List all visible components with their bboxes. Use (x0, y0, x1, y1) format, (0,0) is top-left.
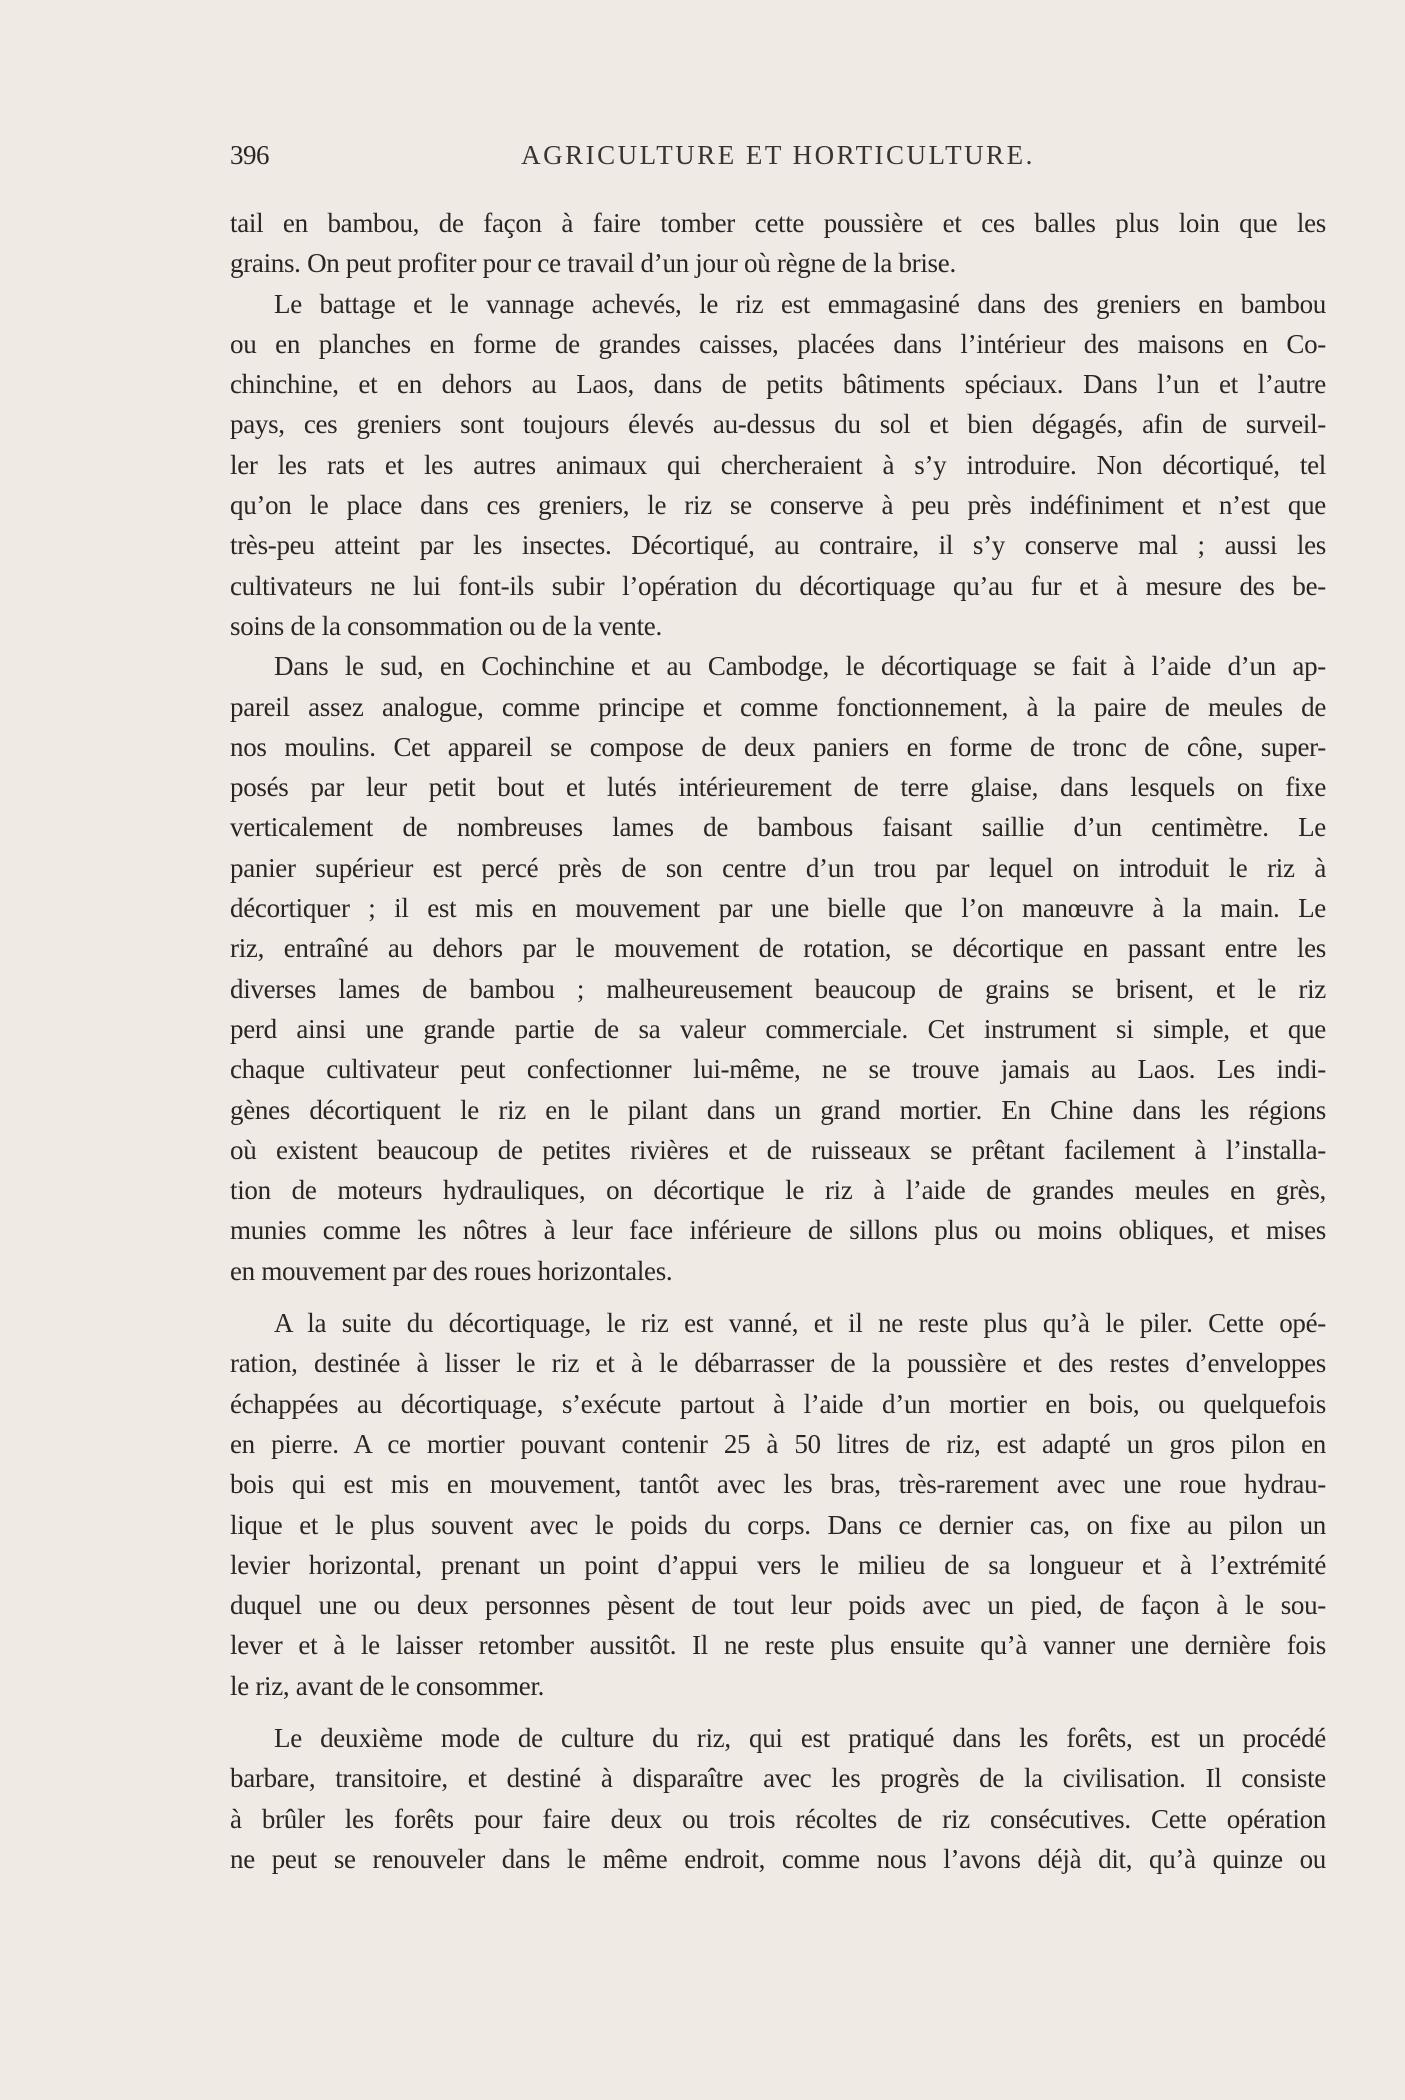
paragraph (230, 203, 1326, 284)
text-line: à brûler les forêts pour faire deux ou trois récoltes de riz consécutives. Cette opération (230, 1803, 1326, 1834)
text-line: Le battage et le vannage achevés, le riz est emmagasiné dans des greniers en bambou (274, 288, 1326, 319)
text-line: échappées au décortiquage, s’exécute partout à l’aide d’un mortier en bois, ou quelquefois (230, 1388, 1326, 1419)
text-line: barbare, transitoire, et destiné à disparaître avec les progrès de la civilisation. Il consiste (230, 1763, 1326, 1794)
text-line: qu’on le place dans ces greniers, le riz se conserve à peu près indéfiniment et n’est que (230, 490, 1326, 521)
text-line: riz, entraîné au dehors par le mouvement de rotation, se décortique en passant entre les (230, 933, 1326, 964)
text-line: décortiquer ; il est mis en mouvement par une bielle que l’on manœuvre à la main. Le (230, 893, 1326, 924)
text-line: panier supérieur est percé près de son centre d’un trou par lequel on introduit le riz à (230, 852, 1326, 883)
paragraph (230, 1303, 1326, 1706)
text-line: verticalement de nombreuses lames de bambous faisant saillie d’un centimètre. Le (230, 812, 1326, 843)
text-line: munies comme les nôtres à leur face inférieure de sillons plus ou moins obliques, et mises (230, 1215, 1326, 1246)
text-line: perd ainsi une grande partie de sa valeur commerciale. Cet instrument si simple, et que (230, 1013, 1326, 1044)
text-line: posés par leur petit bout et lutés intérieurement de terre glaise, dans lesquels on fixe (230, 772, 1326, 803)
text-line: tail en bambou, de façon à faire tomber cette poussière et ces balles plus loin que les (230, 208, 1326, 238)
running-title: AGRICULTURE ET HORTICULTURE. (521, 140, 1035, 170)
text-line: chinchine, et en dehors au Laos, dans de petits bâtiments spéciaux. Dans l’un et l’autre (230, 369, 1326, 400)
text-line: en mouvement par des roues horizontales. (230, 1255, 673, 1286)
text-line: diverses lames de bambou ; malheureusement beaucoup de grains se brisent, et le riz (230, 973, 1326, 1004)
text-line: Dans le sud, en Cochinchine et au Cambodge, le décortiquage se fait à l’aide d’un ap- (274, 651, 1326, 682)
text-line: levier horizontal, prenant un point d’appui vers le milieu de sa longueur et à l’extrémité (230, 1549, 1326, 1580)
text-line: lique et le plus souvent avec le poids du corps. Dans ce dernier cas, on fixe au pilon un (230, 1509, 1326, 1540)
text-line: lever et à le laisser retomber aussitôt. Il ne reste plus ensuite qu’à vanner une dernière fois (230, 1630, 1326, 1661)
page-header (230, 140, 1326, 182)
text-line: ou en planches en forme de grandes caisses, placées dans l’intérieur des maisons en Co- (230, 328, 1326, 359)
paragraph (230, 284, 1326, 647)
text-line: nos moulins. Cet appareil se compose de deux paniers en forme de tronc de cône, super- (230, 731, 1326, 762)
text-line: pareil assez analogue, comme principe et comme fonctionnement, à la paire de meules de (230, 691, 1326, 722)
page-number: 396 (230, 140, 269, 170)
text-line: ne peut se renouveler dans le même endroit, comme nous l’avons déjà dit, qu’à quinze ou (230, 1843, 1326, 1874)
text-line: ration, destinée à lisser le riz et à le débarrasser de la poussière et des restes d’enveloppes (230, 1348, 1326, 1379)
text-line: très-peu atteint par les insectes. Décortiqué, au contraire, il s’y conserve mal ; aussi les (230, 530, 1326, 561)
text-line: ler les rats et les autres animaux qui chercheraient à s’y introduire. Non décortiqué, tel (230, 449, 1326, 480)
body-text (230, 203, 1326, 1879)
text-line: pays, ces greniers sont toujours élevés au-dessus du sol et bien dégagés, afin de surveil- (230, 409, 1326, 440)
text-line: cultivateurs ne lui font-ils subir l’opération du décortiquage qu’au fur et à mesure des be- (230, 570, 1326, 601)
text-line: où existent beaucoup de petites rivières et de ruisseaux se prêtant facilement à l’installa- (230, 1134, 1326, 1165)
text-line: soins de la consommation ou de la vente. (230, 610, 662, 641)
text-line: tion de moteurs hydrauliques, on décortique le riz à l’aide de grandes meules en grès, (230, 1175, 1326, 1206)
text-line: en pierre. A ce mortier pouvant contenir 25 à 50 litres de riz, est adapté un gros pilon en (230, 1428, 1326, 1459)
text-line: grains. On peut profiter pour ce travail d’un jour où règne de la brise. (230, 248, 956, 279)
text-line: chaque cultivateur peut confectionner lui-même, ne se trouve jamais au Laos. Les indi- (230, 1054, 1326, 1085)
text-line: bois qui est mis en mouvement, tantôt avec les bras, très-rarement avec une roue hydrau- (230, 1469, 1326, 1500)
text-line: gènes décortiquent le riz en le pilant dans un grand mortier. En Chine dans les régions (230, 1094, 1326, 1125)
text-line: duquel une ou deux personnes pèsent de tout leur poids avec un pied, de façon à le sou- (230, 1590, 1326, 1621)
text-line: Le deuxième mode de culture du riz, qui est pratiqué dans les forêts, est un procédé (274, 1722, 1326, 1753)
text-line: A la suite du décortiquage, le riz est vanné, et il ne reste plus qu’à le piler. Cette opé- (274, 1308, 1326, 1339)
paragraph (230, 646, 1326, 1291)
text-line: le riz, avant de le consommer. (230, 1670, 545, 1701)
paragraph (230, 1718, 1326, 1879)
